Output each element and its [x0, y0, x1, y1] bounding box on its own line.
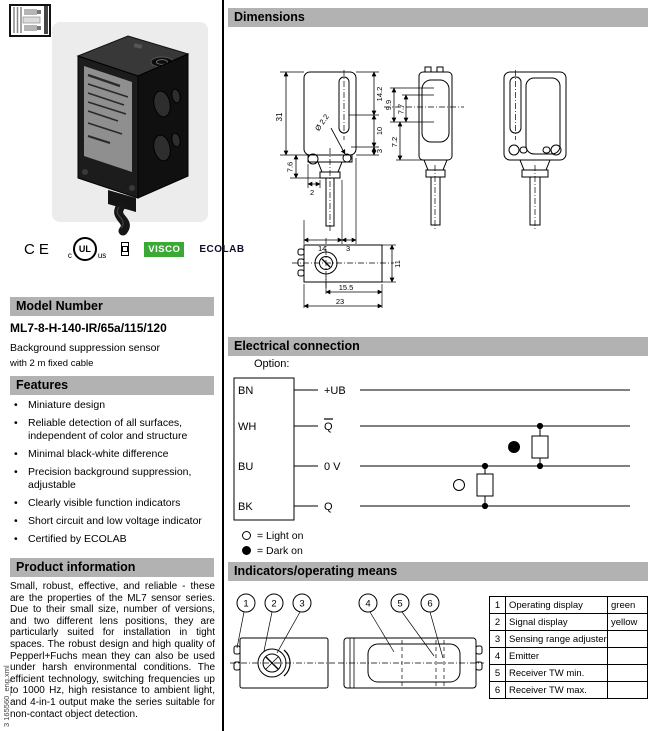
row-value [608, 631, 648, 648]
table-row [490, 648, 648, 665]
signal-0v: 0 V [324, 461, 341, 473]
signal-q-not: Q [324, 421, 333, 433]
dim-3-bottom: 3 [346, 244, 351, 253]
model-number-header: Model Number [10, 297, 214, 316]
dimension-drawing [234, 60, 644, 306]
legend-light-on [242, 528, 303, 543]
row-no: 2 [490, 614, 506, 631]
dim-14-2: 14.2 [375, 86, 384, 102]
sensor-type-pictogram-icon [9, 4, 51, 37]
legend-light-on-text: = Light on [257, 529, 304, 542]
document-id-vertical-label: 3 165560_eng.xml [2, 665, 11, 727]
dim-31: 31 [275, 112, 284, 122]
dim-3-right: 3 [375, 148, 384, 154]
table-row [490, 682, 648, 699]
row-label: Signal display [506, 614, 608, 631]
row-label: Receiver TW min. [506, 665, 608, 682]
dim-11: 11 [393, 260, 402, 268]
table-row [490, 614, 648, 631]
row-label: Receiver TW max. [506, 682, 608, 699]
table-row [490, 631, 648, 648]
dim-2: 2 [310, 188, 315, 197]
feature-item: • Precision background suppression, adjustable [10, 466, 216, 492]
row-label: Emitter [506, 648, 608, 665]
features-header: Features [10, 376, 214, 395]
ecolab-logo: ECOLAB [199, 243, 245, 255]
product-info-header: Product information [10, 558, 214, 577]
row-no: 1 [490, 597, 506, 614]
table-row [490, 597, 648, 614]
light-on-symbol [454, 480, 465, 491]
indicators-table [489, 596, 648, 699]
callout-1: 1 [243, 598, 249, 610]
open-circle-icon [242, 531, 251, 540]
feature-item: • Short circuit and low voltage indicator [10, 515, 216, 528]
row-no: 4 [490, 648, 506, 665]
row-value [608, 682, 648, 699]
model-description: Background suppression sensor [10, 342, 161, 354]
feature-item: • Reliable detection of all surfaces, independent of color and structure [10, 417, 216, 443]
filled-circle-icon [242, 546, 251, 555]
indicators-header: Indicators/operating means [228, 562, 648, 581]
protection-class-2-icon [121, 242, 129, 256]
model-cable-note: with 2 m fixed cable [10, 358, 94, 369]
product-info-text: Small, robust, effective, and reliable - these are the properties of the ML7 sensor series. Due to their small size, number of versions, and two different lens positions, they are particularly suited for installation in tight spaces. The robust design and high quality of Pepperl+Fuchs mean they can also be used under harsh environmental conditions. The efficient technology, switching frequencies up to 1000 Hz, high resistance to ambient light, and 4-in-1 output make the series suitable for non-contact object detection. [10, 581, 215, 720]
row-value [608, 665, 648, 682]
features-list [10, 399, 216, 551]
wire-bk: BK [238, 501, 253, 513]
table-row [490, 665, 648, 682]
row-value: yellow [608, 614, 648, 631]
product-photo [50, 20, 210, 232]
callout-5: 5 [397, 598, 403, 610]
callout-4: 4 [365, 598, 371, 610]
visco-logo: VISCO [144, 242, 184, 257]
wire-bn: BN [238, 385, 254, 397]
row-value [608, 648, 648, 665]
row-value: green [608, 597, 648, 614]
dim-7-2: 7.2 [390, 136, 399, 148]
row-label: Sensing range adjuster [506, 631, 608, 648]
legend-dark-on-text: = Dark on [257, 544, 303, 557]
ce-mark-icon: CE [24, 240, 53, 258]
row-no: 5 [490, 665, 506, 682]
dimensions-header: Dimensions [228, 8, 648, 27]
load-resistor-dark-on [532, 436, 548, 458]
callout-2: 2 [271, 598, 277, 610]
feature-item: • Certified by ECOLAB [10, 533, 216, 546]
dim-10: 10 [375, 126, 384, 136]
dim-23: 23 [335, 297, 345, 306]
feature-item: • Clearly visible function indicators [10, 497, 216, 510]
certification-row [24, 234, 245, 264]
callout-3: 3 [299, 598, 305, 610]
dim-15-5: 15.5 [338, 283, 354, 292]
feature-item: • Minimal black-white difference [10, 448, 216, 461]
row-no: 6 [490, 682, 506, 699]
electrical-header: Electrical connection [228, 337, 648, 356]
row-label: Operating display [506, 597, 608, 614]
wire-wh: WH [238, 421, 257, 433]
indicators-drawing [232, 590, 484, 720]
dark-on-symbol [509, 442, 520, 453]
dim-hole-diameter: Ø 2.2 [313, 112, 331, 133]
electrical-option-label: Option: [254, 358, 290, 370]
signal-plus-ub: +UB [324, 385, 346, 397]
wire-bu: BU [238, 461, 254, 473]
callout-6: 6 [427, 598, 433, 610]
column-divider [222, 0, 224, 731]
cul-us-mark-icon: c UL us [68, 237, 106, 261]
dim-9-9: 9.9 [384, 99, 393, 111]
dim-7-7: 7.7 [396, 103, 406, 115]
load-resistor-light-on [477, 474, 493, 496]
model-number: ML7-8-H-140-IR/65a/115/120 [10, 321, 167, 335]
wiring-diagram [230, 374, 640, 524]
signal-q: Q [324, 501, 333, 513]
legend-dark-on [242, 543, 303, 558]
feature-item: • Miniature design [10, 399, 216, 412]
dim-7-6: 7.6 [285, 161, 295, 173]
switching-legend [242, 528, 303, 558]
dim-14: 14 [318, 244, 327, 253]
row-no: 3 [490, 631, 506, 648]
